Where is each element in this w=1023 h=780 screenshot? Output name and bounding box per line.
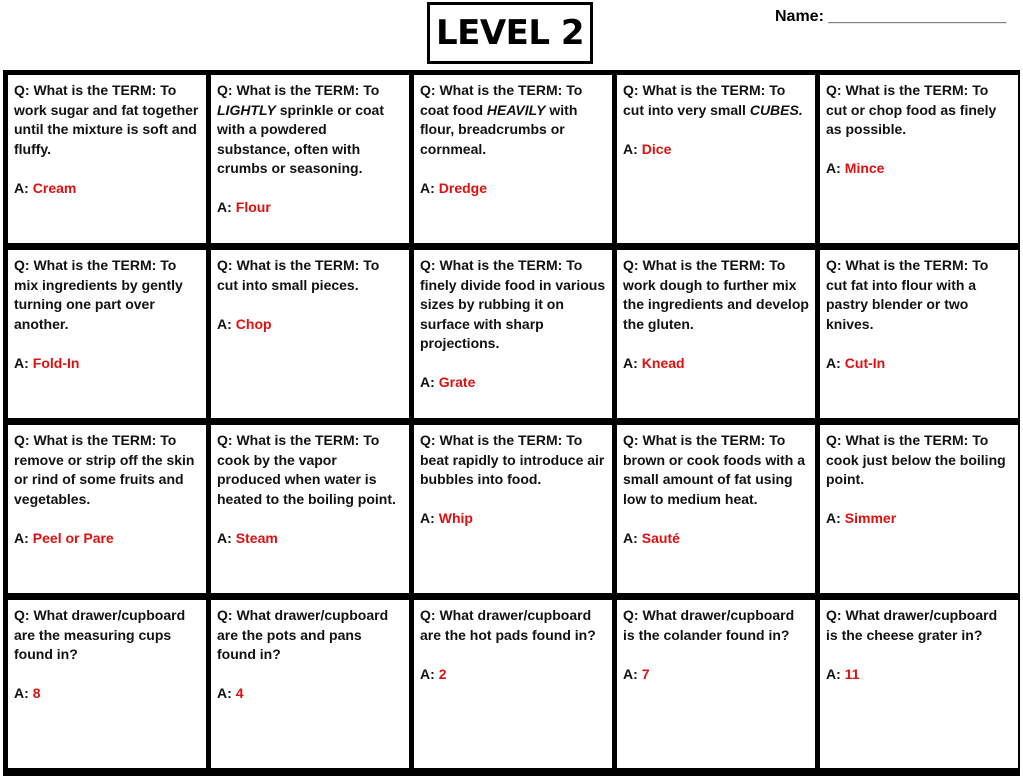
question-text (623, 431, 809, 509)
question-emphasis: LIGHTLY (217, 101, 276, 118)
answer-line (420, 665, 606, 685)
question-grid (3, 70, 1020, 776)
question-text (14, 256, 200, 334)
answer-label: A: (826, 160, 841, 176)
answer-label: A: (420, 179, 435, 196)
answer-label: A: (420, 374, 435, 390)
answer-label: A: (217, 315, 232, 332)
question-text (420, 256, 606, 354)
answer-text: 8 (32, 685, 41, 701)
answer-line (623, 140, 809, 160)
answer-label: A: (623, 529, 638, 546)
answer-label: A: (14, 529, 29, 546)
answer-text: Dredge (438, 179, 488, 196)
answer-line (14, 354, 200, 374)
question-segment: Q: What drawer/cupboard are the measuring cups found in? (14, 607, 186, 662)
question-card (8, 600, 206, 768)
answer-line (217, 198, 403, 218)
question-text (826, 256, 1012, 334)
answer-text: Dice (641, 140, 672, 157)
question-card (820, 425, 1018, 593)
answer-text: Steam (235, 529, 278, 546)
question-text (217, 431, 403, 509)
question-text (826, 81, 1012, 140)
answer-text: Mince (844, 160, 885, 176)
answer-label: A: (826, 665, 841, 682)
question-segment: Q: What drawer/cupboard is the colander found in? (623, 607, 795, 643)
question-segment: Q: What is the TERM: To cut into small pieces. (217, 257, 380, 293)
answer-line (623, 665, 809, 685)
answer-label: A: (217, 529, 232, 546)
question-text (420, 431, 606, 490)
answer-text: Fold-In (32, 354, 80, 371)
answer-text: Knead (641, 354, 685, 371)
question-segment: Q: What drawer/cupboard are the pots and pans found in? (217, 607, 389, 662)
answer-line (14, 179, 200, 199)
question-segment: Q: What is the TERM: To (217, 82, 380, 98)
question-text (826, 431, 1012, 490)
answer-line (826, 354, 1012, 374)
answer-text: Flour (235, 199, 271, 215)
answer-label: A: (420, 665, 435, 682)
question-segment: Q: What is the TERM: To beat rapidly to introduce air bubbles into food. (420, 432, 605, 487)
question-card (8, 75, 206, 243)
question-card (617, 600, 815, 768)
question-card (820, 75, 1018, 243)
answer-text: Cut-In (844, 354, 886, 371)
answer-line (420, 373, 606, 393)
question-text (420, 606, 606, 645)
answer-line (14, 684, 200, 704)
question-segment: Q: What is the TERM: To mix ingredients by gently turning one part over another. (14, 257, 183, 332)
question-segment: Q: What is the TERM: To work sugar and fat together until the mixture is soft and fluffy. (14, 82, 199, 157)
answer-text: 11 (844, 665, 860, 682)
answer-line (420, 179, 606, 199)
question-text (14, 431, 200, 509)
answer-text: Cream (32, 179, 77, 196)
answer-label: A: (217, 199, 232, 215)
question-text (217, 81, 403, 179)
answer-label: A: (826, 510, 841, 526)
question-segment: Q: What is the TERM: To work dough to further mix the ingredients and develop the gluten. (623, 257, 809, 332)
question-card (617, 425, 815, 593)
question-card (414, 425, 612, 593)
answer-text: Peel or Pare (32, 529, 114, 546)
answer-text: 7 (641, 665, 650, 682)
question-segment: Q: What is the TERM: To cook by the vapor produced when water is heated to the boiling point. (217, 432, 396, 507)
answer-line (14, 529, 200, 549)
question-segment: Q: What drawer/cupboard is the cheese grater in? (826, 607, 998, 643)
question-card (617, 75, 815, 243)
question-card (617, 250, 815, 418)
question-segment: Q: What is the TERM: To brown or cook foods with a small amount of fat using low to medium heat. (623, 432, 805, 507)
answer-label: A: (217, 685, 232, 701)
answer-line (217, 529, 403, 549)
answer-label: A: (14, 354, 29, 371)
answer-text: 4 (235, 685, 244, 701)
question-text (623, 81, 809, 120)
answer-line (623, 354, 809, 374)
question-segment: with flour, breadcrumbs or cornmeal. (420, 101, 578, 157)
question-segment: Q: What drawer/cupboard are the hot pads found in? (420, 607, 596, 643)
question-segment: Q: What is the TERM: To coat food (420, 82, 583, 118)
page-title (427, 2, 593, 64)
question-segment: Q: What is the TERM: To cut into very small (623, 82, 786, 118)
question-segment: sprinkle or coat with a powdered substance, often with crumbs or seasoning. (217, 101, 384, 176)
question-emphasis: CUBES. (749, 101, 803, 118)
question-text (826, 606, 1012, 645)
question-card (8, 250, 206, 418)
answer-line (420, 509, 606, 529)
question-segment: Q: What is the TERM: To cook just below the boiling point. (826, 432, 1006, 487)
question-card (211, 425, 409, 593)
question-card (414, 75, 612, 243)
answer-label: A: (826, 354, 841, 371)
answer-text: Chop (235, 315, 272, 332)
question-card (820, 250, 1018, 418)
question-card (211, 600, 409, 768)
answer-line (217, 684, 403, 704)
question-text (623, 606, 809, 645)
page-title-text: LEVEL 2 (435, 13, 585, 53)
question-card (414, 600, 612, 768)
name-field-label: Name: ____________________ (775, 8, 1007, 25)
answer-label: A: (623, 665, 638, 682)
answer-line (826, 159, 1012, 179)
answer-label: A: (420, 510, 435, 526)
answer-text: Simmer (844, 510, 897, 526)
answer-line (826, 665, 1012, 685)
answer-label: A: (623, 140, 638, 157)
question-text (623, 256, 809, 334)
question-text (217, 256, 403, 295)
question-text (217, 606, 403, 665)
answer-label: A: (14, 179, 29, 196)
answer-line (826, 509, 1012, 529)
question-segment: Q: What is the TERM: To finely divide food in various sizes by rubbing it on surface with sharp projections. (420, 257, 606, 351)
question-text (14, 606, 200, 665)
question-text (14, 81, 200, 159)
answer-text: Grate (438, 374, 476, 390)
answer-line (217, 315, 403, 335)
question-card (414, 250, 612, 418)
question-emphasis: HEAVILY (486, 101, 546, 118)
question-card (211, 75, 409, 243)
answer-line (623, 529, 809, 549)
question-segment: Q: What is the TERM: To cut fat into flour with a pastry blender or two knives. (826, 257, 989, 332)
answer-text: 2 (438, 665, 447, 682)
question-card (8, 425, 206, 593)
answer-text: Sauté (641, 529, 680, 546)
question-card (820, 600, 1018, 768)
answer-label: A: (14, 685, 29, 701)
question-text (420, 81, 606, 159)
question-segment: Q: What is the TERM: To cut or chop food as finely as possible. (826, 82, 997, 137)
answer-text: Whip (438, 510, 473, 526)
question-card (211, 250, 409, 418)
question-segment: Q: What is the TERM: To remove or strip off the skin or rind of some fruits and vegetables. (14, 432, 195, 507)
answer-label: A: (623, 354, 638, 371)
